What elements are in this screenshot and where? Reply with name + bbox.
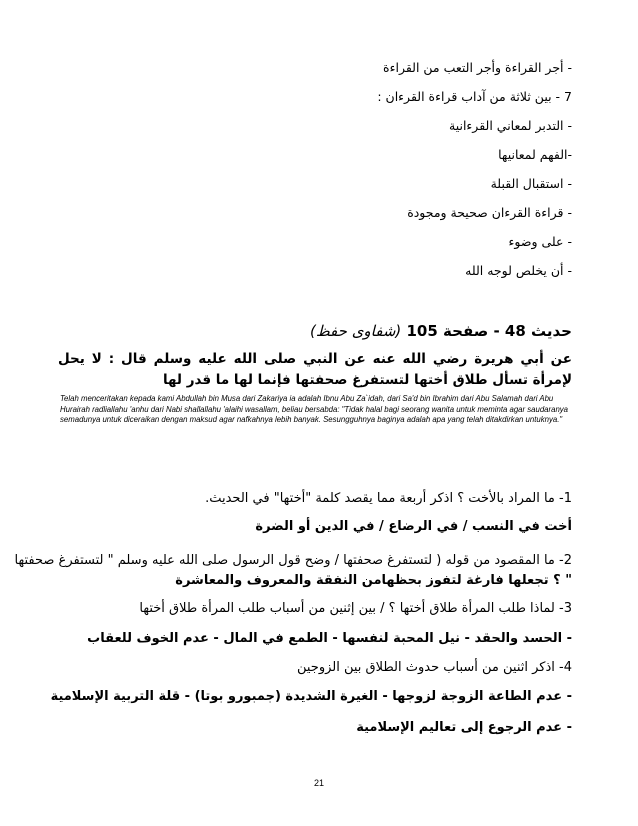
hadith-subtitle: (شفاوى حفظ) bbox=[309, 322, 402, 340]
list-item: -الفهم لمعانيها bbox=[498, 147, 572, 162]
list-item: - أجر القراءة وأجر التعب من القراءة bbox=[383, 60, 572, 75]
translation-paragraph: Telah menceritakan kepada kami Abdullah bin Musa dari Zakariya ia adalah Ibnu Abu Za`idah, dari Sa'd bin Ibrahim dari Abu Salamah dari Abu Hurairah radliallahu 'anhu dari Nabi shallallahu 'alaihi wasallam, beliau bersabda: "Tidak halal bagi seorang wanita untuk meminta agar saudaranya semadunya untuk diceraikan dengan maksud agar nafkahnya lebih banyak. Sesungguhnya baginya adalah apa yang telah ditakdirkan untuknya." bbox=[60, 394, 569, 425]
list-item: - استقبال القبلة bbox=[490, 176, 572, 191]
question-2: 2- ما المقصود من قوله ( لتستفرغ صحفتها / وضح قول الرسول صلى الله عليه وسلم " لتستفرغ صحفتها bbox=[14, 553, 572, 568]
answer-3: - الحسد والحقد - نيل المحبة لنفسها - الطمع في المال - عدم الخوف للعقاب bbox=[87, 631, 572, 646]
list-item: - التدبر لمعاني القرءانية bbox=[449, 118, 572, 133]
hadith-text: عن أبي هريرة رضي الله عنه عن النبي صلى الله عليه وسلم قال : لا يحل لإمرأة تسأل طلاق أختها لتستفرغ صحفتها فإنما لها ما قدر لها bbox=[58, 351, 572, 388]
answer-2: " ؟ تجعلها فارغة لتفوز بحظهامن النفقة والمعروف والمعاشرة bbox=[175, 573, 572, 588]
question-4: 4- اذكر اثنين من أسباب حدوث الطلاق بين الزوجين bbox=[296, 660, 572, 675]
hadith-heading bbox=[60, 322, 572, 340]
list-item: - أن يخلص لوجه الله bbox=[465, 263, 572, 278]
answer-1: أخت في النسب / في الرضاع / في الدين أو الضرة bbox=[255, 519, 572, 534]
list-item: - على وضوء bbox=[508, 234, 572, 249]
list-item: 7 - بين ثلاثة من آداب قراءة القرءان : bbox=[377, 89, 572, 104]
page-number: 21 bbox=[313, 778, 324, 788]
answer-4a: - عدم الطاعة الزوجة لزوجها - الغيرة الشديدة (جمبورو بوتا) - قلة التربية الإسلامية bbox=[50, 689, 572, 704]
list-item: - قراءة القرءان صحيحة ومجودة bbox=[407, 205, 572, 220]
hadith-title: حديث 48 - صفحة 105 bbox=[406, 322, 572, 340]
question-1: 1- ما المراد بالأخت ؟ اذكر أربعة مما يقصد كلمة "أختها" في الحديث. bbox=[205, 491, 572, 506]
question-3: 3- لماذا طلب المرأة طلاق أختها ؟ / بين إثنين من أسباب طلب المرأة طلاق أختها bbox=[139, 601, 572, 616]
answer-4b: - عدم الرجوع إلى تعاليم الإسلامية bbox=[356, 720, 572, 735]
